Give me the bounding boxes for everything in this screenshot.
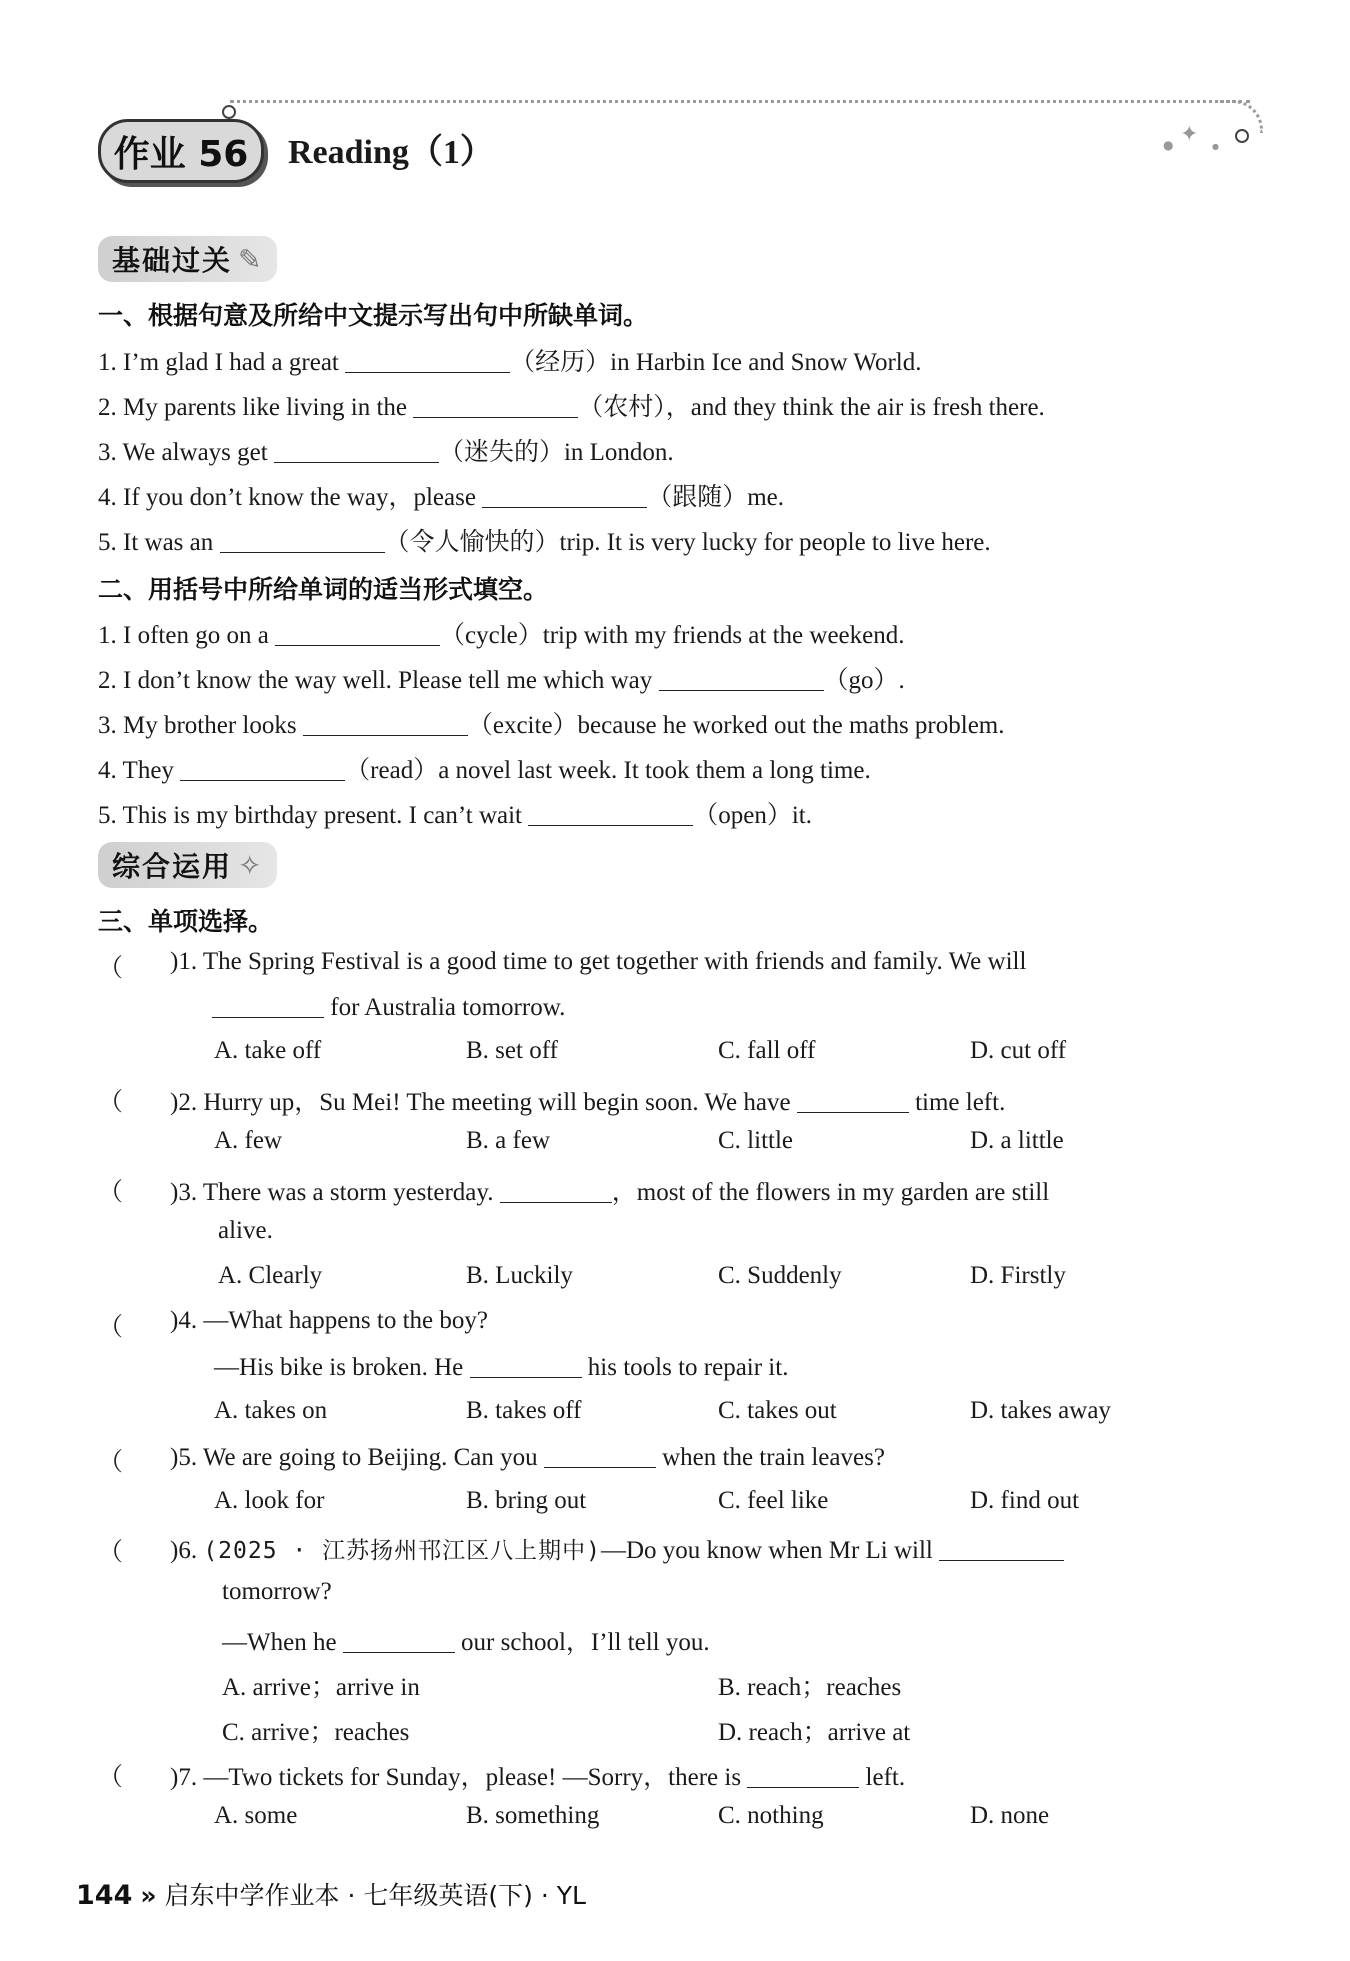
option-c[interactable]: C. arrive；reaches	[222, 1719, 410, 1746]
list-item	[98, 342, 921, 378]
question-4-line2	[214, 1352, 788, 1382]
section-tag-label: 综合运用	[112, 850, 233, 883]
item-text: 2. My parents like living in the	[98, 394, 414, 421]
list-item	[98, 795, 812, 831]
page-number: 144	[76, 1880, 133, 1911]
answer-parentheses[interactable]: （	[98, 1449, 124, 1476]
chevron-right-icon: »	[140, 1881, 157, 1910]
question-5	[170, 1442, 885, 1472]
sparkle-icon: ✦	[1180, 122, 1199, 147]
answer-blank[interactable]	[482, 482, 647, 508]
list-item	[98, 750, 871, 786]
question-4: )4. —What happens to the boy?	[170, 1307, 488, 1334]
option-d[interactable]: D. takes away	[970, 1397, 1111, 1424]
option-b[interactable]: B. takes off	[466, 1397, 582, 1424]
answer-blank[interactable]	[343, 1627, 455, 1653]
item-text: （经历）in Harbin Ice and Snow World.	[510, 349, 922, 376]
item-text: his tools to repair it.	[581, 1354, 789, 1381]
item-text: )2. Hurry up，Su Mei! The meeting will begin soon. We have	[170, 1089, 797, 1116]
page-footer	[76, 1876, 586, 1912]
item-text: ，most of the flowers in my garden are still	[611, 1179, 1050, 1206]
part-b-heading: 二、用括号中所给单词的适当形式填空。	[98, 575, 549, 604]
answer-parentheses[interactable]: （	[98, 1314, 124, 1341]
header-circle-icon	[222, 105, 236, 119]
item-text: left.	[859, 1764, 906, 1791]
list-item	[98, 705, 1005, 741]
answer-blank[interactable]	[413, 392, 578, 418]
answer-blank[interactable]	[544, 1442, 656, 1468]
item-text: （cycle）trip with my friends at the weekend.	[440, 622, 905, 649]
option-b[interactable]: B. Luckily	[466, 1262, 573, 1289]
answer-blank[interactable]	[659, 665, 824, 691]
option-c[interactable]: C. fall off	[718, 1037, 816, 1064]
book-title: 启东中学作业本 · 七年级英语(下) · YL	[164, 1881, 586, 1910]
question-6-line2: tomorrow?	[222, 1578, 332, 1605]
question-1-line2	[212, 992, 565, 1022]
option-c[interactable]: C. nothing	[718, 1802, 824, 1829]
item-text: 3. My brother looks	[98, 712, 303, 739]
option-d[interactable]: D. reach；arrive at	[718, 1719, 911, 1746]
option-d[interactable]: D. cut off	[970, 1037, 1067, 1064]
item-text: —When he	[222, 1629, 343, 1656]
item-text: our school，I’ll tell you.	[454, 1629, 710, 1656]
item-text: 1. I often go on a	[98, 622, 276, 649]
header-circle-icon	[1235, 129, 1249, 143]
answer-parentheses[interactable]: （	[98, 1764, 124, 1791]
option-c[interactable]: C. feel like	[718, 1487, 829, 1514]
option-b[interactable]: B. something	[466, 1802, 600, 1829]
item-text: —Do you know when Mr Li will	[600, 1537, 933, 1564]
item-text: 5. This is my birthday present. I can’t wait	[98, 802, 529, 829]
option-a[interactable]: A. look for	[214, 1487, 325, 1514]
question-source: (2025 · 江苏扬州邗江区八上期中)	[203, 1538, 601, 1564]
section-tag-label: 基础过关	[112, 244, 233, 277]
section-tag-applied	[98, 842, 277, 888]
item-text: )5. We are going to Beijing. Can you	[170, 1444, 544, 1471]
answer-blank[interactable]	[274, 437, 439, 463]
answer-parentheses[interactable]: （	[98, 1179, 124, 1206]
item-text: )6.	[170, 1537, 204, 1564]
option-a[interactable]: A. take off	[214, 1037, 322, 1064]
item-text: )3. There was a storm yesterday.	[170, 1179, 500, 1206]
option-b[interactable]: B. set off	[466, 1037, 558, 1064]
part-a-heading: 一、根据句意及所给中文提示写出句中所缺单词。	[98, 301, 649, 330]
answer-blank[interactable]	[939, 1535, 1064, 1561]
answer-parentheses[interactable]: （	[98, 955, 124, 982]
item-text: 1. I’m glad I had a great	[98, 349, 346, 376]
item-text: （open）it.	[693, 802, 812, 829]
option-a[interactable]: A. Clearly	[218, 1262, 323, 1289]
item-text: when the train leaves?	[655, 1444, 885, 1471]
answer-blank[interactable]	[220, 527, 385, 553]
answer-blank[interactable]	[528, 800, 693, 826]
answer-blank[interactable]	[180, 755, 345, 781]
item-text: 4. They	[98, 757, 181, 784]
option-d[interactable]: D. none	[970, 1802, 1050, 1829]
option-b[interactable]: B. bring out	[466, 1487, 587, 1514]
answer-parentheses[interactable]: （	[98, 1539, 124, 1566]
question-7	[170, 1757, 905, 1793]
option-d[interactable]: D. find out	[970, 1487, 1080, 1514]
list-item	[98, 522, 991, 558]
answer-blank[interactable]	[747, 1762, 859, 1788]
question-3	[170, 1172, 1049, 1208]
list-item	[98, 477, 784, 513]
item-text: )7. —Two tickets for Sunday，please! —Sorry，there is	[170, 1764, 748, 1791]
answer-blank[interactable]	[797, 1087, 909, 1113]
item-text: （read）a novel last week. It took them a long time.	[345, 757, 871, 784]
answer-blank[interactable]	[275, 620, 440, 646]
option-a[interactable]: A. takes on	[214, 1397, 328, 1424]
question-1: )1. The Spring Festival is a good time to get together with friends and family. We will	[170, 948, 1027, 975]
question-6	[170, 1532, 1064, 1565]
option-a[interactable]: A. some	[214, 1802, 298, 1829]
option-d[interactable]: D. Firstly	[970, 1262, 1066, 1289]
item-text: （迷失的）in London.	[438, 439, 674, 466]
pencil-icon: ✎	[238, 242, 264, 276]
option-a[interactable]: A. arrive；arrive in	[222, 1674, 420, 1701]
item-text: for Australia tomorrow.	[324, 994, 566, 1021]
item-text: 3. We always get	[98, 439, 274, 466]
option-c[interactable]: C. little	[718, 1127, 793, 1154]
item-text: （excite）because he worked out the maths problem.	[467, 712, 1005, 739]
option-b[interactable]: B. reach；reaches	[718, 1674, 902, 1701]
answer-blank[interactable]	[500, 1177, 612, 1203]
question-3-line2: alive.	[218, 1217, 273, 1244]
item-text: —His bike is broken. He	[214, 1354, 470, 1381]
list-item	[98, 387, 1045, 423]
answer-blank[interactable]	[212, 992, 324, 1018]
item-text: （令人愉快的）trip. It is very lucky for people to live here.	[384, 529, 991, 556]
option-c[interactable]: C. takes out	[718, 1397, 837, 1424]
item-text: （go）.	[823, 667, 905, 694]
item-text: （农村），and they think the air is fresh there.	[578, 394, 1045, 421]
option-b[interactable]: B. a few	[466, 1127, 550, 1154]
section-tag-basics	[98, 236, 277, 282]
answer-blank[interactable]	[470, 1352, 582, 1378]
homework-badge: 作业 56	[98, 119, 264, 183]
list-item	[98, 660, 905, 696]
question-6-line3	[222, 1622, 710, 1658]
answer-parentheses[interactable]: （	[98, 1089, 124, 1116]
header-dotted-line	[230, 100, 1250, 105]
option-a[interactable]: A. few	[214, 1127, 283, 1154]
item-text: （跟随）me.	[647, 484, 784, 511]
part-c-heading: 三、单项选择。	[98, 907, 274, 936]
answer-blank[interactable]	[303, 710, 468, 736]
item-text: 2. I don’t know the way well. Please tell me which way	[98, 667, 659, 694]
list-item	[98, 615, 905, 651]
dot-icon: ●	[1212, 142, 1219, 151]
option-d[interactable]: D. a little	[970, 1127, 1064, 1154]
list-item	[98, 432, 674, 468]
item-text: 4. If you don’t know the way，please	[98, 484, 483, 511]
dot-icon: ●	[1163, 138, 1174, 152]
question-2	[170, 1082, 1005, 1118]
item-text: time left.	[908, 1089, 1006, 1116]
star-burst-icon: ✧	[238, 848, 264, 882]
item-text: 5. It was an	[98, 529, 220, 556]
option-c[interactable]: C. Suddenly	[718, 1262, 842, 1289]
page-title: Reading（1）	[288, 134, 494, 171]
answer-blank[interactable]	[345, 347, 510, 373]
